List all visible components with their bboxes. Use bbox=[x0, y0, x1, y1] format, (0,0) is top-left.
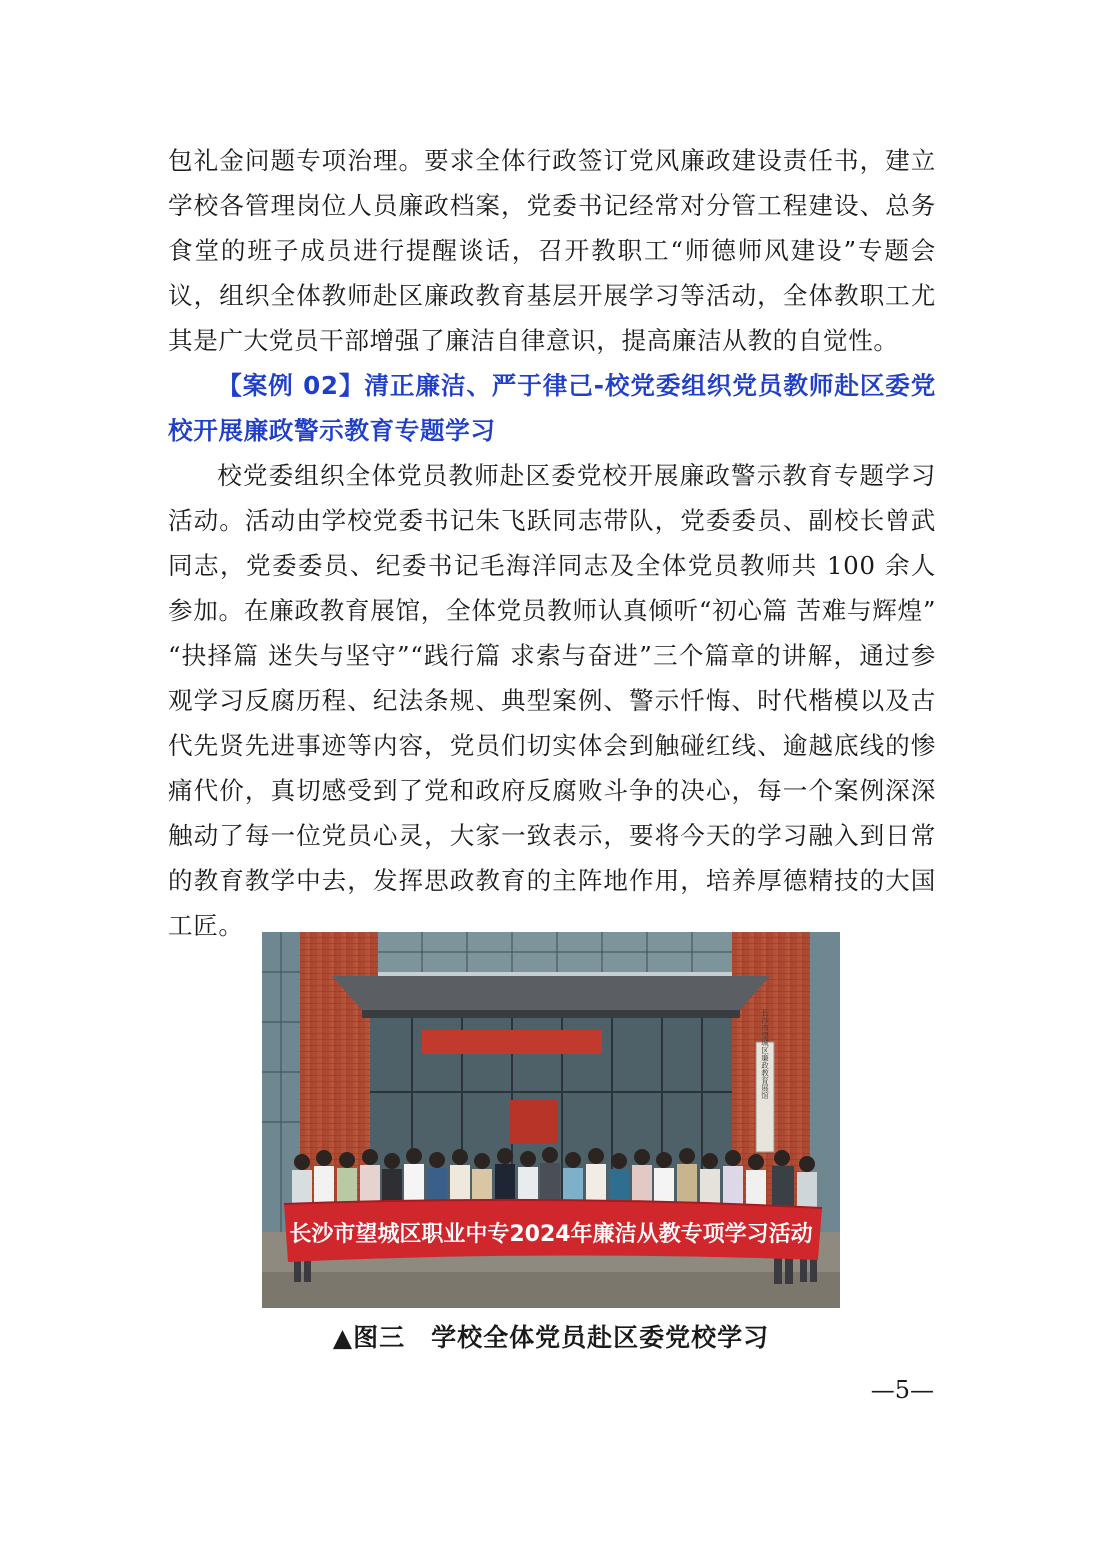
page-number: —5— bbox=[870, 1376, 934, 1404]
document-body bbox=[168, 138, 936, 948]
paragraph-1: 包礼金问题专项治理。要求全体行政签订党风廉政建设责任书，建立学校各管理岗位人员廉政档案，党委书记经常对分管工程建设、总务食堂的班子成员进行提醒谈话，召开教职工“师德师风建设”专题会议，组织全体教师赴区廉政教育基层开展学习等活动，全体教职工尤其是广大党员干部增强了廉洁自律意识，提高廉洁从教的自觉性。 bbox=[168, 146, 936, 355]
case-heading: 【案例 02】清正廉洁、严于律己-校党委组织党员教师赴区委党校开展廉政警示教育专题学习 bbox=[168, 371, 936, 445]
figure-caption: ▲图三 学校全体党员赴区委党校学习 bbox=[332, 1323, 770, 1352]
banner-text: 长沙市望城区职业中专2024年廉洁从教专项学习活动 bbox=[289, 1222, 813, 1247]
group-photo bbox=[262, 932, 840, 1308]
activity-banner bbox=[284, 1200, 822, 1262]
hall-sign-text: 长沙市望城区廉政教育展馆 bbox=[760, 1009, 770, 1099]
paragraph-2: 校党委组织全体党员教师赴区委党校开展廉政警示教育专题学习活动。活动由学校党委书记朱飞跃同志带队，党委委员、副校长曾武同志，党委委员、纪委书记毛海洋同志及全体党员教师共 100 余人参加。在廉政教育展馆，全体党员教师认真倾听“初心篇 苦难与辉煌” “抉择篇 迷失与坚守”“践行篇 求索与奋进”三个篇章的讲解，通过参观学习反腐历程、纪法条规、典型案例、警示忏悔、时代楷模以及古代先贤先进事迹等内容，党员们切实体会到触碰红线、逾越底线的惨痛代价，真切感受到了党和政府反腐败斗争的决心，每一个案例深深触动了每一位党员心灵，大家一致表示，要将今天的学习融入到日常的教育教学中去，发挥思政教育的主阵地作用，培养厚德精技的大国工匠。 bbox=[168, 461, 936, 940]
